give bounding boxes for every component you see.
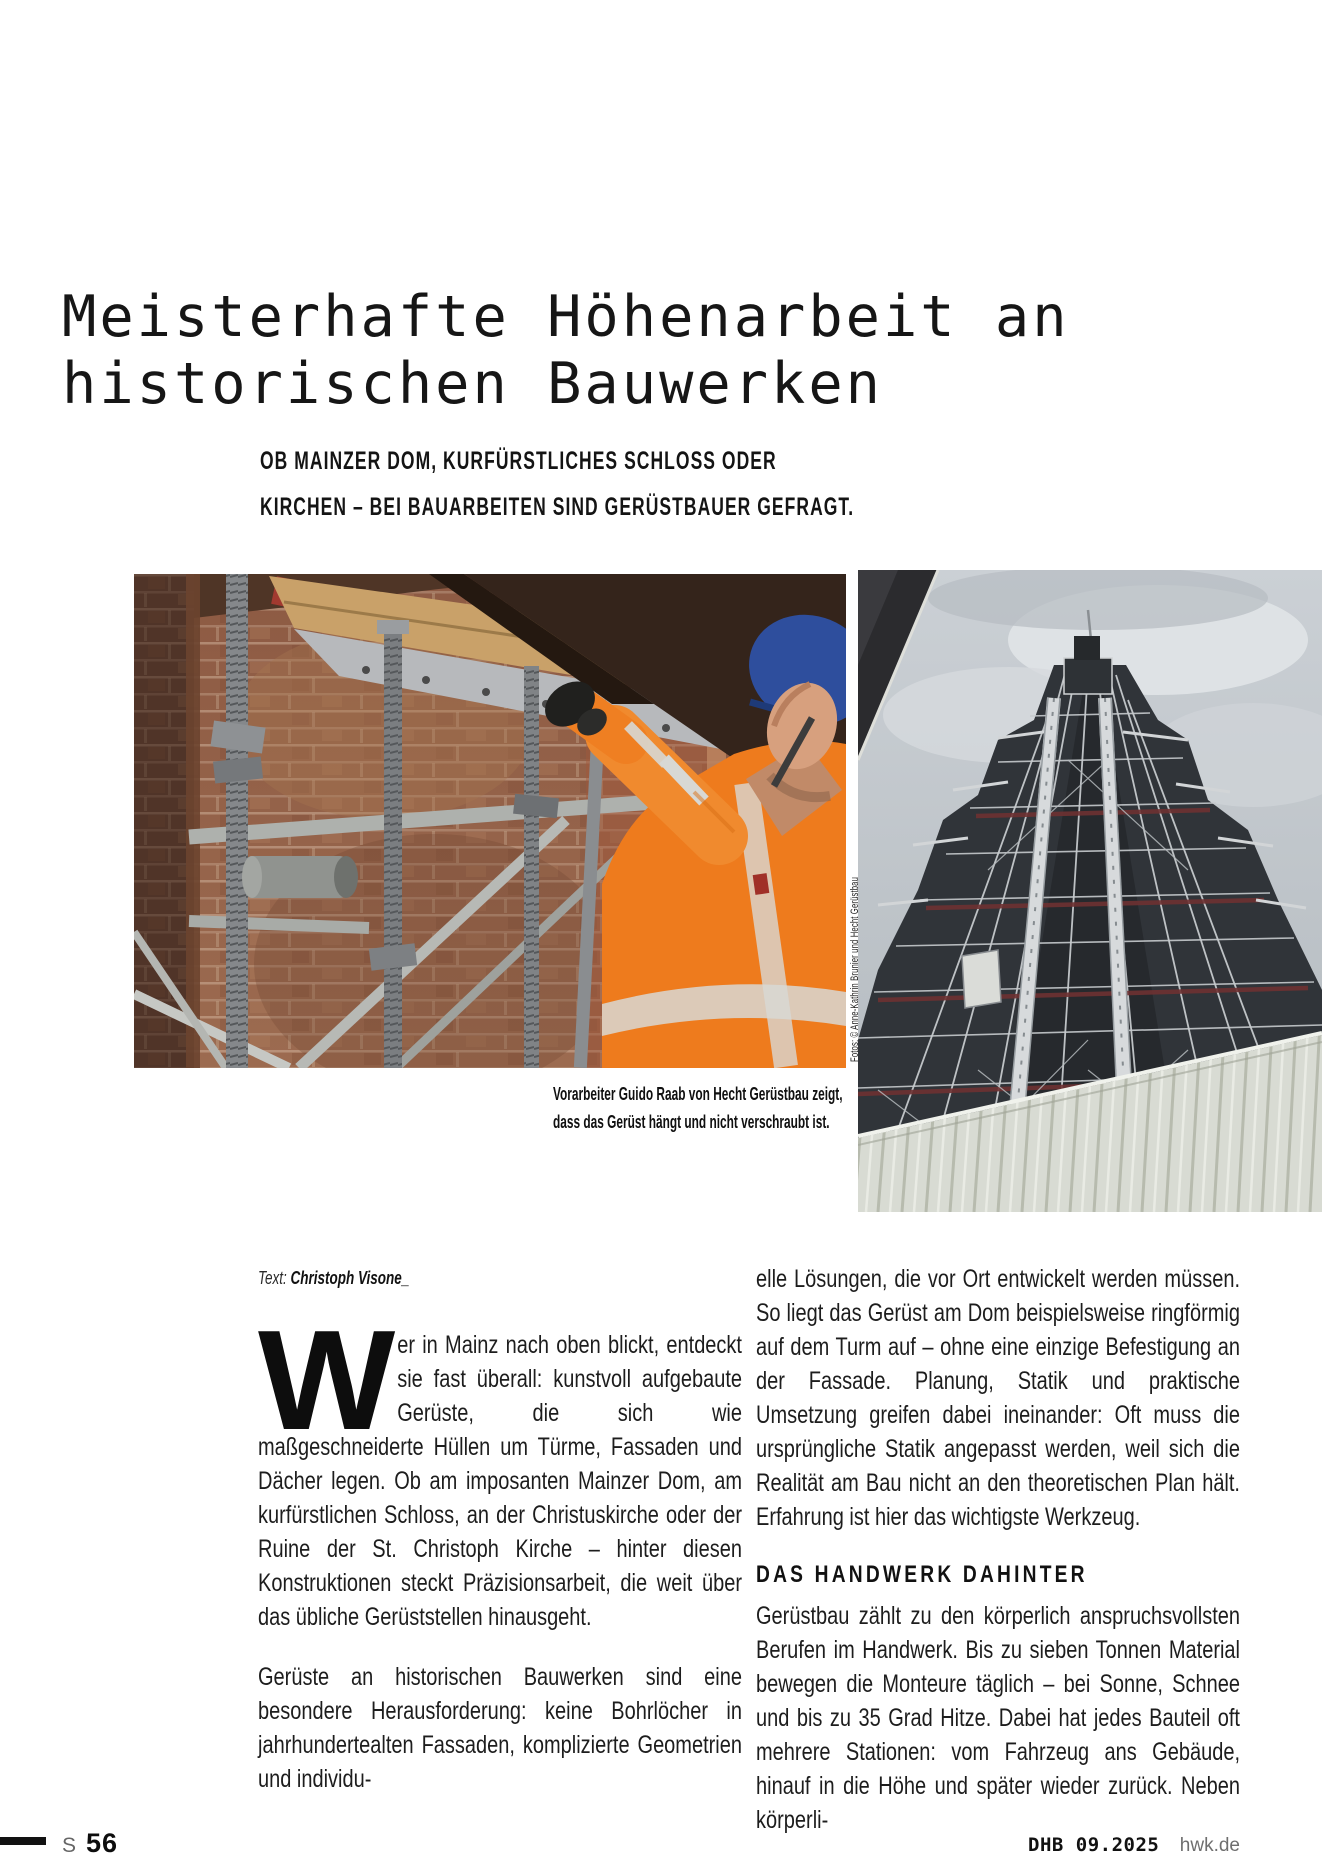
byline-author: Christoph Visone	[290, 1268, 402, 1288]
website-label: hwk.de	[1179, 1835, 1240, 1856]
photo-caption-line-2: dass das Gerüst hängt und nicht verschraubt ist.	[553, 1112, 830, 1132]
paragraph-4: Gerüstbau zählt zu den körperlich anspruchsvollsten Berufen im Handwerk. Bis zu sieben Tonnen Material bewegen die Monteure täglich – bei Sonne, Schnee und bis zu 35 Grad Hitze. Dabei hat jedes Bauteil oft mehrere Stationen: vom Fahrzeug ans Gebäude, hinauf in die Höhe und später wieder zurück. Neben körperli-	[756, 1602, 1240, 1834]
byline-label: Text:	[258, 1268, 287, 1288]
photo-caption	[553, 1080, 992, 1136]
paragraph-1	[258, 1301, 742, 1634]
subtitle-line-1: OB MAINZER DOM, KURFÜRSTLICHES SCHLOSS ODER	[260, 447, 777, 475]
scaffold-detail-illustration	[134, 574, 846, 1068]
subtitle-line-2: KIRCHEN – BEI BAUARBEITEN SIND GERÜSTBAUER GEFRAGT.	[260, 493, 855, 521]
footer-issue-block	[1028, 1834, 1240, 1857]
page-title	[62, 284, 1070, 418]
page-title-line-1: Meisterhafte Höhenarbeit an	[62, 284, 1070, 350]
paragraph-2: Gerüste an historischen Bauwerken sind eine besondere Herausforderung: keine Bohrlöcher in jahrhundertealten Fassaden, komplizierte Geometrien und individu-	[258, 1663, 742, 1793]
page-title-line-2: historischen Bauwerken	[62, 351, 883, 417]
paragraph-1-text: er in Mainz nach oben blickt, entdeckt sie fast überall: kunstvoll aufgebaute Gerüste, die sich wie maßgeschneiderte Hüllen um Türme, Fassaden und Dächer legen. Ob am imposanten Mainzer Dom, am kurfürstlichen Schloss, an der Christuskirche oder der Ruine der St. Christoph Kirche – hinter diesen Konstruktionen steckt Präzisionsarbeit, die weit über das übliche Gerüststellen hinausgeht.	[258, 1331, 742, 1631]
byline-end-mark: _	[401, 1268, 410, 1288]
page-number: 56	[86, 1828, 119, 1858]
byline	[258, 1268, 460, 1289]
photo-caption-line-1: Vorarbeiter Guido Raab von Hecht Gerüstbau zeigt,	[553, 1084, 843, 1104]
section-heading: DAS HANDWERK DAHINTER	[756, 1561, 1088, 1588]
scaffold-detail-photo	[134, 574, 846, 1068]
photo-credit: Fotos: © Anne-Kathrin Brunier und Hecht Gerüstbau	[849, 876, 861, 1062]
page-number-prefix: S	[62, 1834, 78, 1857]
article-column-right	[756, 1262, 1240, 1837]
drop-cap: W	[258, 1301, 392, 1460]
subtitle	[260, 438, 1109, 530]
page-number-block	[62, 1828, 118, 1859]
issue-label: DHB 09.2025	[1028, 1834, 1160, 1856]
footer-rule	[0, 1837, 46, 1845]
paragraph-3: elle Lösungen, die vor Ort entwickelt werden müssen. So liegt das Gerüst am Dom beispielsweise ringförmig auf dem Turm auf – ohne eine einzige Befestigung an der Fassade. Planung, Statik und praktische Umsetzung greifen dabei ineinander: Oft muss die ursprüngliche Statik angepasst werden, weil sich die Realität am Bau nicht an den theoretischen Plan hält. Erfahrung ist hier das wichtigste Werkzeug.	[756, 1265, 1240, 1531]
article-column-left	[258, 1301, 742, 1796]
